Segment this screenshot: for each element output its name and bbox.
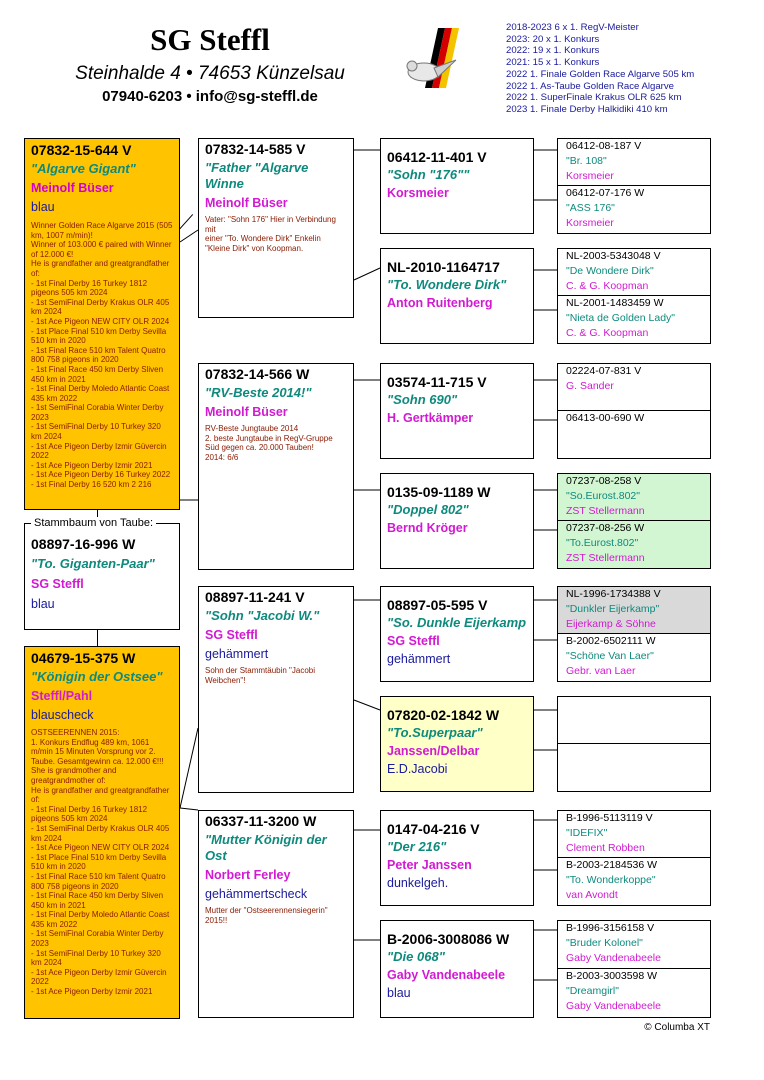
ring-number: 07237-08-258 V [566,475,642,487]
ring-number: 06413-00-690 W [566,412,645,424]
pigeon-name: "To. Giganten-Paar" [31,556,155,571]
gggp-pair [557,920,711,1018]
address: Steinhalde 4 • 74653 Künzelsau [75,63,345,84]
color: gehämmert [205,647,269,661]
pigeon-name: "ASS 176" [566,202,615,214]
pigeon-name: "Dreamgirl" [566,985,619,997]
owner: Korsmeier [566,170,614,182]
pigeon-name: "Sohn 690" [387,392,458,407]
great-grandparent-card[interactable] [380,248,534,344]
owner: Steffl/Pahl [31,689,93,703]
pigeon-name: "Br. 108" [566,155,607,167]
owner: Peter Janssen [387,858,472,872]
owner: Anton Ruitenberg [387,296,493,310]
pigeon-name: "To. Wondere Dirk" [387,277,507,292]
pigeon-name: "To.Superpaar" [387,725,483,740]
gggp-entry[interactable] [558,858,710,905]
ring-number: 07832-14-566 W [205,366,310,382]
great-grandparent-card[interactable] [380,586,534,682]
owner: van Avondt [566,889,618,901]
notes: RV-Beste Jungtaube 2014 2. beste Jungtaube in RegV-Gruppe Süd gegen ca. 20.000 Tauben! 2014: 6/6 [205,424,333,462]
gggp-pair [557,473,711,569]
owner: Gaby Vandenabeele [566,1000,661,1012]
subject-card[interactable] [24,517,180,630]
achievement-item: 2022 1. Finale Golden Race Algarve 505 km [506,68,695,80]
owner: C. & G. Koopman [566,327,649,339]
color: blau [31,597,55,611]
ring-number: 07832-14-585 V [205,141,306,157]
notes: Winner Golden Race Algarve 2015 (505 km, 1007 m/min)! Winner of 103.000 € paired with Winner of 12.000 €! He is grandfather and greatgrandfather of: - 1st Final Derby 16 Turkey 1812 pigeons 505 km 2024 - 1st SemiFinal Derby Krakus OLR 405 km 2024 - 1st Ace Pigeon NEW CITY OLR 2024 - 1st Place Final 510 km Derby Sevilla 510 km in 2020 - 1st Final Race 510 km Talent Quatro 800 758 pigeons in 2020 - 1st Final Race 450 km Derby Sliven 450 km in 2021 - 1st Final Derby Moledo Atlantic Coast 435 km 2022 - 1st SemiFinal Corabia Winter Derby 2023 - 1st SemiFinal Derby 10 Turkey 320 km 2024 - 1st Ace Pigeon Derby Izmir Güvercin 2022 - 1st Ace Pigeon Derby Izmir 2021 - 1st Ace Pigeon Derby 16 Turkey 2022 - 1st Final Derby 16 520 km 2 216 [31,221,173,490]
gggp-entry[interactable] [558,921,710,969]
color: gehämmert [387,652,451,666]
owner: SG Steffl [205,628,258,642]
color: gehämmertscheck [205,887,308,901]
great-grandparent-card[interactable] [380,696,534,792]
great-grandparent-card[interactable] [380,363,534,459]
ring-number: B-1996-3156158 V [566,922,655,934]
gggp-entry[interactable] [558,744,710,791]
grandparent-card[interactable] [198,586,354,793]
ring-number: NL-1996-1734388 V [566,588,661,600]
ring-number: 07820-02-1842 W [387,707,500,723]
notes: Sohn der Stammtäubin "Jacobi Weibchen"! [205,666,316,685]
ring-number: 06412-07-176 W [566,187,645,199]
grandparent-card[interactable] [198,810,354,1018]
achievement-item: 2018-2023 6 x 1. RegV-Meister [506,22,639,33]
gggp-entry[interactable] [558,634,710,681]
ring-number: 0147-04-216 V [387,821,480,837]
owner: Meinolf Büser [205,405,288,419]
achievement-item: 2023: 20 x 1. Konkurs [506,33,600,45]
owner: Norbert Ferley [205,868,291,882]
pigeon-name: "So. Dunkle Eijerkamp [387,615,527,630]
ring-number: B-2006-3008086 W [387,931,510,947]
gggp-entry[interactable] [558,521,710,568]
owner: Bernd Kröger [387,521,468,535]
grandparent-card[interactable] [198,138,354,318]
owner: Meinolf Büser [31,181,114,195]
notes: Mutter der "Ostseerennensiegerin" 2015!! [205,906,328,925]
ring-number: 06412-11-401 V [387,149,487,165]
grandparent-card[interactable] [198,363,354,570]
pigeon-name: "So.Eurost.802" [566,490,640,502]
ring-number: NL-2010-1164717 [387,259,500,275]
owner: Clement Robben [566,842,645,854]
gggp-entry[interactable] [558,249,710,296]
gggp-pair [557,810,711,906]
color: blau [387,986,411,1000]
achievement-item: 2022 1. SuperFinale Krakus OLR 625 km [506,92,682,104]
owner: Janssen/Delbar [387,744,480,758]
pigeon-name: "Father "Algarve Winne [205,160,309,191]
achievement-item: 2022: 19 x 1. Konkurs [506,45,600,57]
ring-number: NL-2003-5343048 V [566,250,661,262]
copyright: © Columba XT [644,1022,710,1033]
great-grandparent-card[interactable] [380,473,534,569]
pigeon-name: "Algarve Gigant" [31,161,136,176]
owner: SG Steffl [387,634,440,648]
owner: ZST Stellermann [566,505,645,517]
ring-number: 04679-15-375 W [31,650,136,666]
pigeon-name: "Sohn "176"" [387,167,470,182]
gggp-entry[interactable] [558,139,710,186]
pigeon-name: "RV-Beste 2014!" [205,385,312,400]
notes: Vater: "Sohn 176" Hier in Verbindung mit einer "To. Wondere Dirk" Enkelin "Kleine Dirk" von Koopman. [205,215,336,253]
ring-number: 08897-16-996 W [31,536,136,552]
pigeon-name: "IDEFIX" [566,827,608,839]
pigeon-name: "Schöne Van Laer" [566,650,654,662]
owner: SG Steffl [31,577,84,591]
gggp-entry[interactable] [558,296,710,343]
gggp-entry[interactable] [558,186,710,233]
pigeon-name: "Die 068" [387,949,445,964]
mother-card[interactable] [24,646,180,1019]
great-grandparent-card[interactable] [380,920,534,1018]
pigeon-name: "De Wondere Dirk" [566,265,654,277]
great-grandparent-card[interactable] [380,810,534,906]
gggp-entry[interactable] [558,811,710,858]
owner: Gaby Vandenabeele [387,968,506,982]
gggp-entry[interactable] [558,474,710,521]
pigeon-name: "Nieta de Golden Lady" [566,312,676,324]
ring-number: 08897-11-241 V [205,589,305,605]
pigeon-name: "To.Eurost.802" [566,537,639,549]
achievement-item: 2023 1. Finale Derby Halkidiki 410 km [506,103,668,115]
ring-number: 08897-05-595 V [387,597,488,613]
gggp-pair [557,586,711,682]
owner: Gaby Vandenabeele [566,952,661,964]
gggp-entry[interactable] [558,587,710,634]
ring-number: 0135-09-1189 W [387,484,491,500]
color: E.D.Jacobi [387,762,448,776]
great-grandparent-card[interactable] [380,138,534,234]
owner: ZST Stellermann [566,552,645,564]
pigeon-name: "Mutter Königin der Ost [205,832,327,863]
pigeon-name: "To. Wonderkoppe" [566,874,656,886]
subject-caption: Stammbaum von Taube: [31,517,156,530]
gggp-pair [557,138,711,234]
gggp-pair [557,248,711,344]
gggp-pair [557,696,711,792]
ring-number: B-2002-6502111 W [566,635,656,647]
ring-number: B-2003-3003598 W [566,970,658,982]
gggp-entry[interactable] [558,969,710,1017]
ring-number: 07237-08-256 W [566,522,645,534]
ring-number: NL-2001-1483459 W [566,297,664,309]
pigeon-name: "Königin der Ostsee" [31,669,163,684]
owner: C. & G. Koopman [566,280,649,292]
pigeon-name: "Der 216" [387,839,447,854]
color: blauscheck [31,708,94,722]
page-title: SG Steffl [150,22,270,57]
gggp-pair [557,363,711,459]
color: blau [31,200,55,214]
ring-number: B-1996-5113119 V [566,812,653,824]
owner: Gebr. van Laer [566,665,636,677]
notes: OSTSEERENNEN 2015: 1. Konkurs Endflug 489 km, 1061 m/min 15 Minuten Vorsprung vor 2. Taube. Gesamtgewinn ca. 12.000 €!!! She is grandmother and greatgrandmother of: He is grandfather and greatgrandfather of: - 1st Final Derby 16 Turkey 1812 pigeons 505 km 2024 - 1st SemiFinal Derby Krakus OLR 405 km 2024 - 1st Ace Pigeon NEW CITY OLR 2024 - 1st Place Final 510 km Derby Sevilla 510 km in 2020 - 1st Final Race 510 km Talent Quatro 800 758 pigeons in 2020 - 1st Final Race 450 km Derby Sliven 450 km in 2021 - 1st Final Derby Moledo Atlantic Coast 435 km 2022 - 1st SemiFinal Corabia Winter Derby 2023 - 1st SemiFinal Derby 10 Turkey 320 km 2024 - 1st Ace Pigeon Derby Izmir Güvercin 2022 - 1st Ace Pigeon Derby Izmir 2021 [31,728,170,997]
pigeon-name: "Bruder Kolonel" [566,937,643,949]
owner: G. Sander [566,380,614,392]
owner: Korsmeier [387,186,449,200]
father-card[interactable] [24,138,180,510]
owner: Meinolf Büser [205,196,288,210]
ring-number: 06337-11-3200 W [205,813,317,829]
owner: Eijerkamp & Söhne [566,618,656,630]
pigeon-name: "Sohn "Jacobi W." [205,608,320,623]
ring-number: 07832-15-644 V [31,142,132,158]
gggp-entry[interactable] [558,364,710,411]
gggp-entry[interactable] [558,411,710,458]
contact: 07940-6203 • info@sg-steffl.de [102,88,318,105]
owner: H. Gertkämper [387,411,474,425]
ring-number: 03574-11-715 V [387,374,487,390]
ring-number: 02224-07-831 V [566,365,642,377]
pigeon-name: "Dunkler Eijerkamp" [566,603,660,615]
ring-number: 06412-08-187 V [566,140,642,152]
color: dunkelgeh. [387,876,449,890]
ring-number: B-2003-2184536 W [566,859,658,871]
owner: Korsmeier [566,217,614,229]
pigeon-name: "Doppel 802" [387,502,469,517]
achievement-item: 2021: 15 x 1. Konkurs [506,57,600,69]
gggp-entry[interactable] [558,697,710,744]
achievement-item: 2022 1. As-Taube Golden Race Algarve [506,80,675,92]
